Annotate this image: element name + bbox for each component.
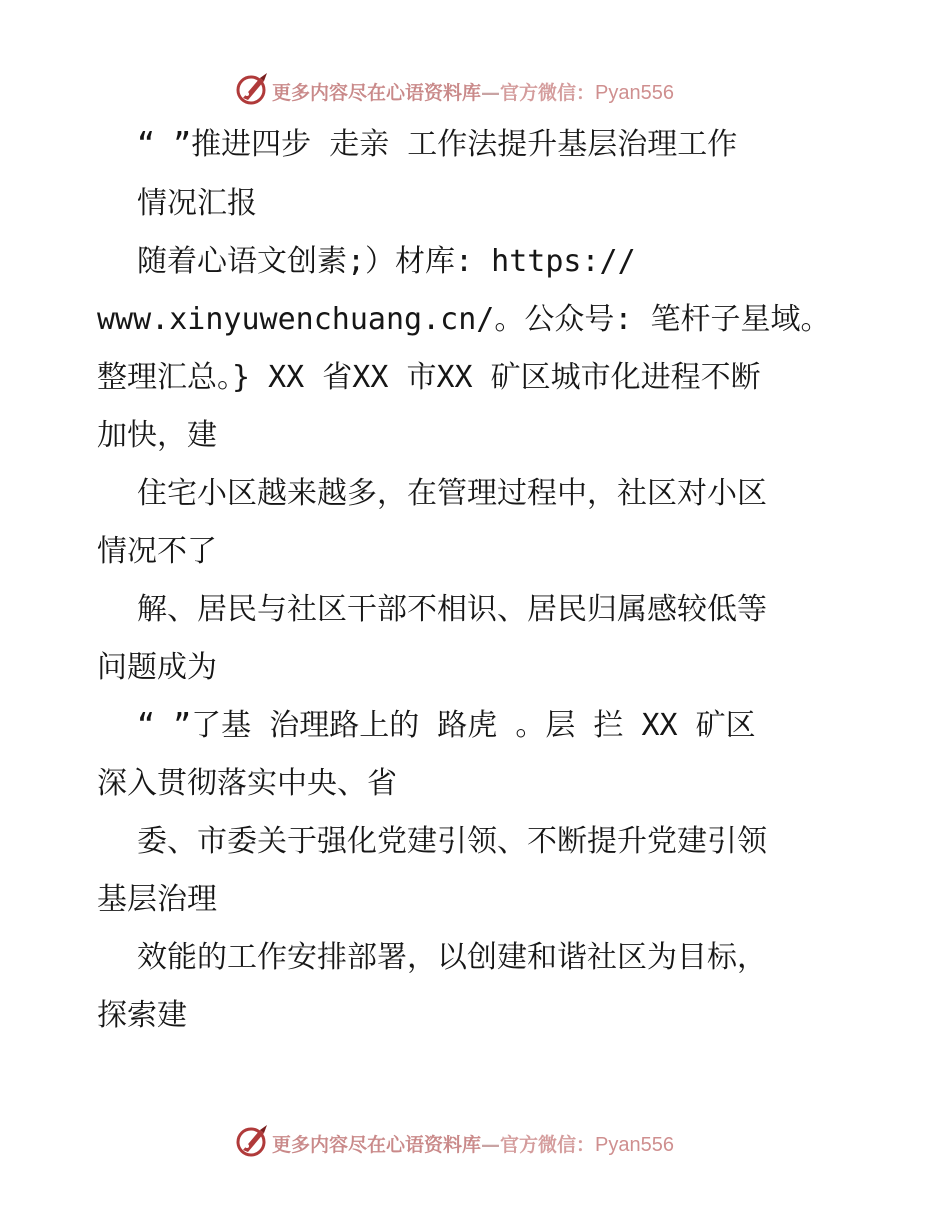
doc-line: 问题成为 <box>97 650 217 685</box>
doc-line: 探索建 <box>97 998 187 1033</box>
doc-line: 情况不了 <box>97 534 217 569</box>
banner-wechat-id: Pyan556 <box>595 82 674 104</box>
banner-site-text: 更多内容尽在心语资料库 <box>272 1134 482 1156</box>
banner-site-text: 更多内容尽在心语资料库 <box>272 82 482 104</box>
doc-line: 解、居民与社区干部不相识、居民归属感较低等 <box>137 592 767 627</box>
banner-wechat-id: Pyan556 <box>595 1134 674 1156</box>
banner-wechat-label: 官方微信： <box>500 1134 596 1156</box>
banner-text <box>272 1130 674 1157</box>
doc-line: 情况汇报 <box>137 186 257 221</box>
header-banner <box>0 70 950 110</box>
doc-line: 住宅小区越来越多，在管理过程中，社区对小区 <box>137 476 767 511</box>
doc-line: 深入贯彻落实中央、省 <box>97 766 397 801</box>
doc-line: 整理汇总。} XX 省XX 市XX 矿区城市化进程不断 <box>97 360 761 395</box>
doc-line: 基层治理 <box>97 882 217 917</box>
banner-wechat-label: 官方微信： <box>500 82 596 104</box>
doc-line: 委、市委关于强化党建引领、不断提升党建引领 <box>137 824 767 859</box>
doc-line: 加快，建 <box>97 418 217 453</box>
banner-separator: — <box>481 1134 501 1156</box>
quill-pen-logo-icon <box>234 1124 270 1158</box>
doc-line: www.xinyuwenchuang.cn/。公众号: 笔杆子星域。 <box>97 302 831 337</box>
doc-line: 效能的工作安排部署，以创建和谐社区为目标， <box>137 940 767 975</box>
doc-line: “ ”推进四步 走亲 工作法提升基层治理工作 <box>137 127 738 162</box>
quill-pen-logo-icon <box>234 72 270 106</box>
footer-banner <box>0 1122 950 1162</box>
doc-line: “ ”了基 治理路上的 路虎 。层 拦 XX 矿区 <box>137 708 756 743</box>
banner-separator: — <box>481 82 501 104</box>
banner-text <box>272 78 674 105</box>
doc-line: 随着心语文创素;）材库: https:// <box>137 244 636 279</box>
